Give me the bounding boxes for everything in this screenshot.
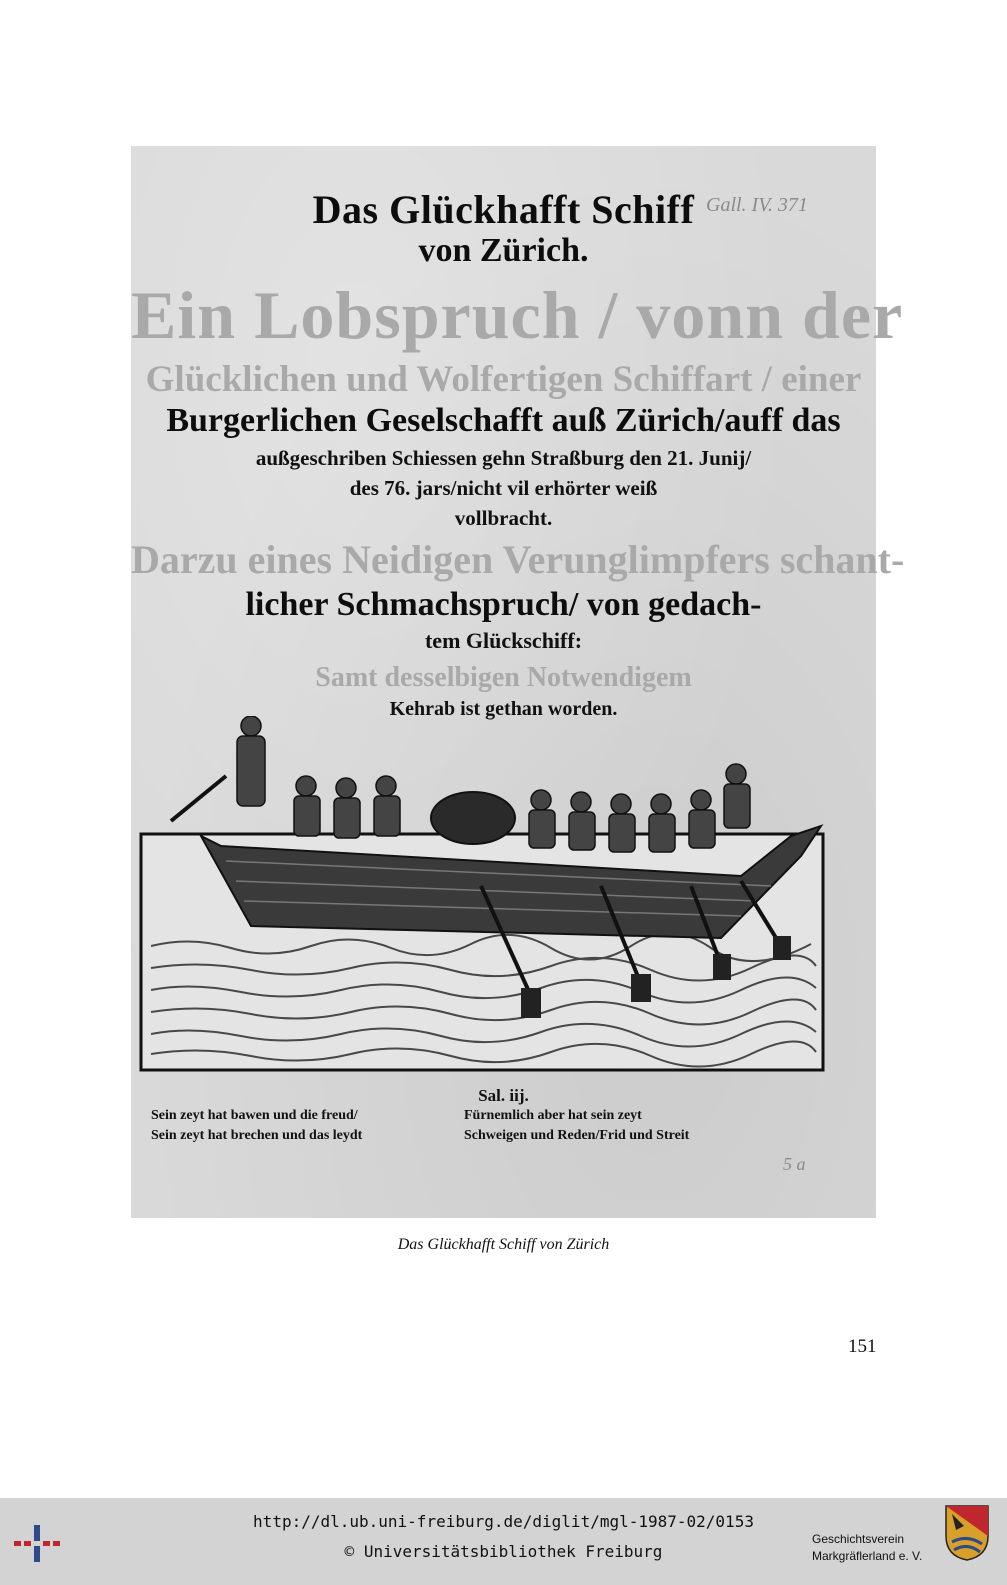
verse-line-2: Sein zeyt hat brechen und das leydt [151, 1128, 363, 1143]
plate-line-13: Kehrab ist gethan worden. [389, 698, 618, 720]
woodcut-title-page-image [131, 146, 905, 1218]
plate-title-line-2: von Zürich. [418, 232, 589, 269]
society-crest-icon [944, 1504, 990, 1562]
plate-line-3: Ein Lobspruch / vonn der [131, 277, 904, 353]
corner-annotation: 5 a [783, 1154, 806, 1174]
plate-line-10: licher Schmachspruch/ von gedach- [245, 586, 762, 623]
plate-line-11: tem Glückschiff: [424, 628, 583, 653]
plate-line-12: Samt desselbigen Notwendigem [315, 662, 692, 693]
plate-line-7: des 76. jars/nicht vil erhörter weiß [349, 476, 658, 500]
plate-line-4: Glücklichen und Wolfertigen Schiffart / einer [145, 359, 862, 400]
verse-line-4: Schweigen und Reden/Frid und Streit [464, 1128, 690, 1143]
document-url-link[interactable]: http://dl.ub.uni-freiburg.de/diglit/mgl-1987-02/0153 [253, 1512, 754, 1531]
society-name-line-1: Geschichtsverein [812, 1532, 905, 1546]
ship-woodcut-illustration [131, 716, 876, 1076]
plate-line-6: außgeschriben Schiessen gehn Straßburg den 21. Junij/ [255, 446, 752, 470]
scripture-reference: Sal. iij. [478, 1086, 529, 1105]
page-number: 151 [848, 1336, 877, 1357]
footer-bar [0, 1498, 1007, 1585]
plate-line-9: Darzu eines Neidigen Verunglimpfers schant- [131, 537, 905, 582]
copyright-notice: © Universitätsbibliothek Freiburg [344, 1542, 663, 1561]
plate-line-5: Burgerlichen Geselschafft auß Zürich/auff das [166, 402, 841, 439]
plate-title-line-1: Das Glückhafft Schiff [312, 187, 695, 232]
society-name-line-2: Markgräflerland e. V. [812, 1549, 923, 1563]
verse-line-3: Fürnemlich aber hat sein zeyt [464, 1108, 642, 1123]
shelfmark-annotation: Gall. IV. 371 [706, 194, 808, 216]
verse-line-1: Sein zeyt hat bawen und die freud/ [151, 1108, 358, 1123]
plate-line-8: vollbracht. [454, 506, 553, 530]
figure-caption: Das Glückhafft Schiff von Zürich [397, 1236, 610, 1253]
society-name [812, 1531, 922, 1565]
